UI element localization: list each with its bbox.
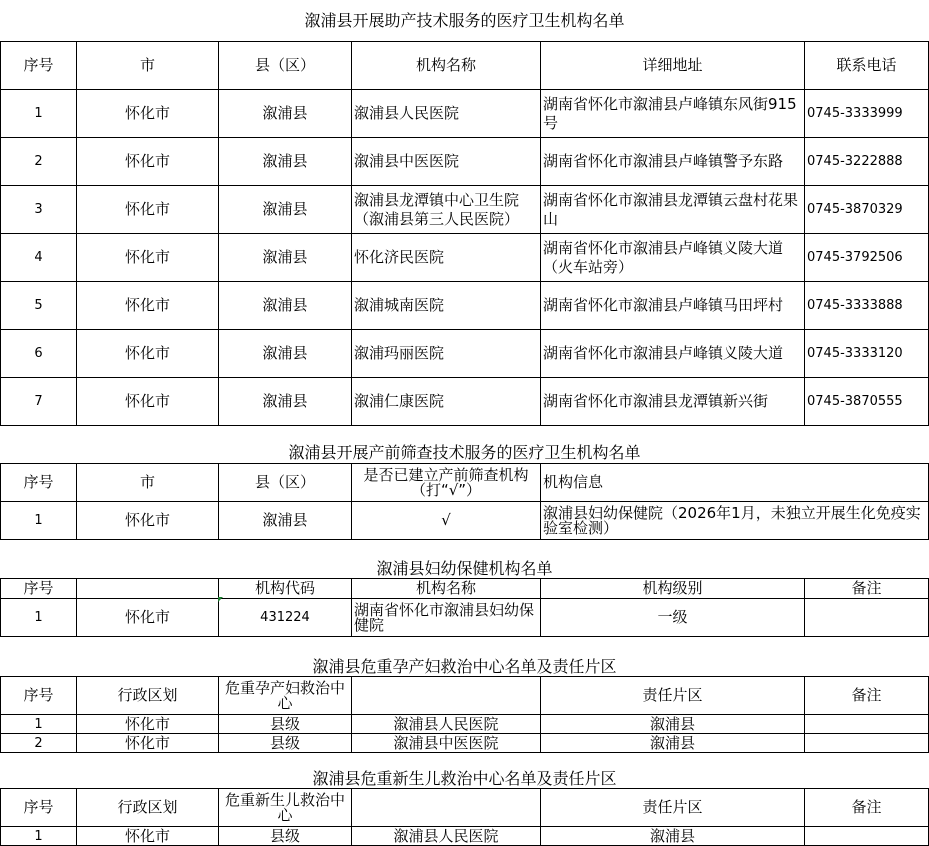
- header-cell: 行政区划: [77, 677, 219, 715]
- table4-header-row: [1, 677, 929, 715]
- cell-phone: 0745-3333888: [805, 282, 929, 330]
- cell-institution: 溆浦县人民医院: [352, 827, 541, 846]
- cell-index: 1: [1, 502, 77, 540]
- header-cell: 序号: [1, 789, 77, 827]
- cell-address: 湖南省怀化市溆浦县卢峰镇马田坪村: [541, 282, 805, 330]
- header-cell: 行政区划: [77, 789, 219, 827]
- header-cell: 是否已建立产前筛查机构（打“√”）: [352, 464, 541, 502]
- header-cell: 机构名称: [352, 579, 541, 599]
- header-cell: 县（区）: [219, 464, 352, 502]
- cell-address: 湖南省怀化市溆浦县卢峰镇东风街915号: [541, 90, 805, 138]
- cell-institution: 溆浦城南医院: [352, 282, 541, 330]
- cell-city: 怀化市: [77, 282, 219, 330]
- cell-index: 1: [1, 715, 77, 734]
- header-cell: 市: [77, 42, 219, 90]
- cell-county: 溆浦县: [219, 186, 352, 234]
- cell-region: 怀化市: [77, 715, 219, 734]
- cell-institution: 湖南省怀化市溆浦县妇幼保健院: [352, 599, 541, 637]
- cell-city: 怀化市: [77, 378, 219, 426]
- table5-header-row: [1, 789, 929, 827]
- cell-institution: 溆浦县中医医院: [352, 138, 541, 186]
- cell-level: 县级: [219, 734, 352, 753]
- cell-index: 6: [1, 330, 77, 378]
- cell-code: 431224: [219, 599, 352, 637]
- header-cell: 联系电话: [805, 42, 929, 90]
- cell-institution: 溆浦县中医医院: [352, 734, 541, 753]
- table2-title: 溆浦县开展产前筛查技术服务的医疗卫生机构名单: [288, 443, 641, 462]
- cell-index: 4: [1, 234, 77, 282]
- header-cell: 备注: [805, 579, 929, 599]
- header-cell: 详细地址: [541, 42, 805, 90]
- cell-city: 怀化市: [77, 502, 219, 540]
- table-row: [1, 599, 929, 637]
- table4-title: 溆浦县危重孕产妇救治中心名单及责任片区: [312, 657, 617, 676]
- table-row: [1, 827, 929, 846]
- table5-title: 溆浦县危重新生儿救治中心名单及责任片区: [312, 769, 617, 788]
- cell-index: 1: [1, 599, 77, 637]
- header-cell: 序号: [1, 677, 77, 715]
- header-cell: [352, 789, 541, 827]
- table-row: [1, 330, 929, 378]
- cell-county: 溆浦县: [219, 234, 352, 282]
- cell-institution: 溆浦县人民医院: [352, 90, 541, 138]
- table-row: [1, 734, 929, 753]
- cell-note: [805, 715, 929, 734]
- cell-county: 溆浦县: [219, 330, 352, 378]
- header-cell: 县（区）: [219, 42, 352, 90]
- cell-note: [805, 734, 929, 753]
- table4: [0, 676, 929, 753]
- cell-phone: 0745-3333999: [805, 90, 929, 138]
- cell-county: 溆浦县: [219, 138, 352, 186]
- cell-area: 溆浦县: [541, 734, 805, 753]
- cell-comment-flag-icon: [218, 597, 223, 602]
- cell-note: [805, 599, 929, 637]
- header-cell: 机构级别: [541, 579, 805, 599]
- table-row: [1, 378, 929, 426]
- cell-index: 2: [1, 138, 77, 186]
- cell-index: 1: [1, 90, 77, 138]
- cell-index: 3: [1, 186, 77, 234]
- cell-institution: 溆浦玛丽医院: [352, 330, 541, 378]
- cell-county: 溆浦县: [219, 502, 352, 540]
- cell-checkmark: √: [352, 502, 541, 540]
- cell-index: 1: [1, 827, 77, 846]
- cell-address: 湖南省怀化市溆浦县龙潭镇云盘村花果山: [541, 186, 805, 234]
- cell-institution: 溆浦县人民医院: [352, 715, 541, 734]
- cell-address: 湖南省怀化市溆浦县卢峰镇警予东路: [541, 138, 805, 186]
- cell-index: 5: [1, 282, 77, 330]
- header-cell: 序号: [1, 464, 77, 502]
- header-cell: 危重孕产妇救治中心: [219, 677, 352, 715]
- table-row: [1, 234, 929, 282]
- cell-city: 怀化市: [77, 186, 219, 234]
- cell-institution: 怀化济民医院: [352, 234, 541, 282]
- header-cell: 机构代码: [219, 579, 352, 599]
- cell-region: 怀化市: [77, 734, 219, 753]
- cell-city: 怀化市: [77, 599, 219, 637]
- table-row: [1, 502, 929, 540]
- header-cell: [352, 677, 541, 715]
- header-cell: 机构名称: [352, 42, 541, 90]
- table3-header-row: [1, 579, 929, 599]
- header-cell: 市: [77, 464, 219, 502]
- table-row: [1, 715, 929, 734]
- cell-phone: 0745-3222888: [805, 138, 929, 186]
- header-cell: 备注: [805, 677, 929, 715]
- cell-address: 湖南省怀化市溆浦县卢峰镇义陵大道: [541, 330, 805, 378]
- table-row: [1, 90, 929, 138]
- cell-level: 一级: [541, 599, 805, 637]
- cell-county: 溆浦县: [219, 90, 352, 138]
- cell-institution: 溆浦县龙潭镇中心卫生院（溆浦县第三人民医院）: [352, 186, 541, 234]
- cell-area: 溆浦县: [541, 715, 805, 734]
- table5: [0, 788, 929, 846]
- cell-city: 怀化市: [77, 90, 219, 138]
- cell-address: 湖南省怀化市溆浦县龙潭镇新兴街: [541, 378, 805, 426]
- cell-city: 怀化市: [77, 234, 219, 282]
- cell-county: 溆浦县: [219, 282, 352, 330]
- header-cell: 危重新生儿救治中心: [219, 789, 352, 827]
- cell-institution: 溆浦仁康医院: [352, 378, 541, 426]
- cell-phone: 0745-3870329: [805, 186, 929, 234]
- table2-header-row: [1, 464, 929, 502]
- header-cell: 备注: [805, 789, 929, 827]
- table-row: [1, 282, 929, 330]
- cell-area: 溆浦县: [541, 827, 805, 846]
- cell-note: [805, 827, 929, 846]
- table3: [0, 578, 929, 637]
- header-cell: 机构信息: [541, 464, 929, 502]
- cell-phone: 0745-3333120: [805, 330, 929, 378]
- cell-institution-info: 溆浦县妇幼保健院（2026年1月，未独立开展生化免疫实验室检测）: [541, 502, 929, 540]
- header-cell: [77, 579, 219, 599]
- header-cell: 序号: [1, 42, 77, 90]
- cell-level: 县级: [219, 827, 352, 846]
- table1-header-row: [1, 42, 929, 90]
- cell-city: 怀化市: [77, 138, 219, 186]
- header-cell: 责任片区: [541, 677, 805, 715]
- cell-phone: 0745-3870555: [805, 378, 929, 426]
- table2: [0, 463, 929, 540]
- header-cell: 序号: [1, 579, 77, 599]
- table3-title: 溆浦县妇幼保健机构名单: [376, 559, 553, 578]
- cell-region: 怀化市: [77, 827, 219, 846]
- header-cell: 责任片区: [541, 789, 805, 827]
- table1: [0, 41, 929, 426]
- table1-title: 溆浦县开展助产技术服务的医疗卫生机构名单: [304, 11, 625, 30]
- table-row: [1, 138, 929, 186]
- cell-county: 溆浦县: [219, 378, 352, 426]
- cell-level: 县级: [219, 715, 352, 734]
- cell-index: 7: [1, 378, 77, 426]
- table-row: [1, 186, 929, 234]
- cell-address: 湖南省怀化市溆浦县卢峰镇义陵大道（火车站旁）: [541, 234, 805, 282]
- cell-city: 怀化市: [77, 330, 219, 378]
- cell-phone: 0745-3792506: [805, 234, 929, 282]
- cell-index: 2: [1, 734, 77, 753]
